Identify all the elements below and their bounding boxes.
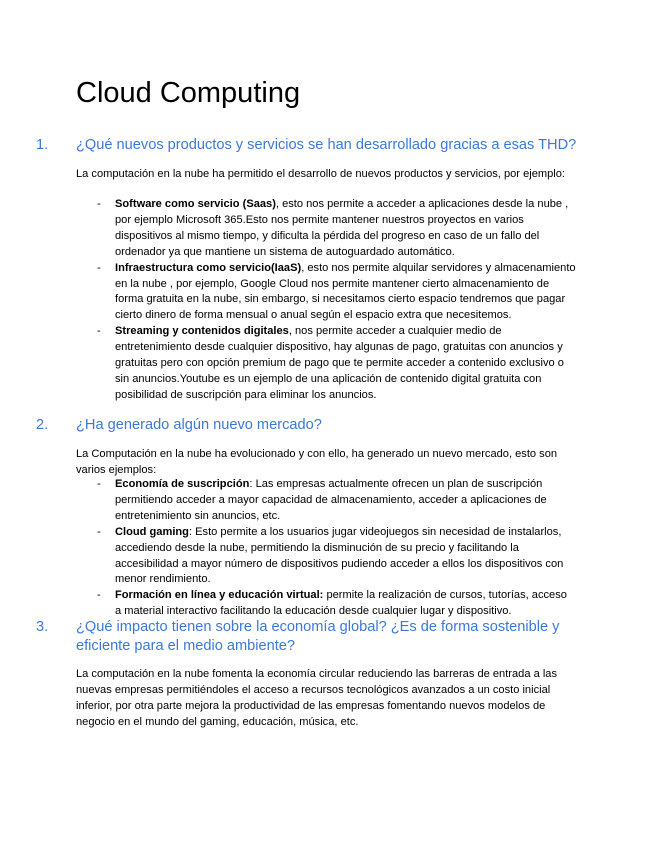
bullet-dash: - [97,478,101,490]
section-1-bullet-list [76,197,576,404]
bullet-term: Economía de suscripción [115,478,250,490]
bullet-description: , nos permite acceder a cualquier medio de entretenimiento desde cualquier dispositivo, hay algunas de pago, gratuitas con anuncios y gratuitas pero con opción premium de pago que te permite acceder a contenido exclusivo o sin anuncios.Youtube es un ejemplo de una aplicación de contenido digital gratuita con posibilidad de suscripción para eliminar los anuncios. [115,325,564,401]
list-item [76,477,576,525]
question-1-text: ¿Qué nuevos productos y servicios se han desarrollado gracias a esas THD? [76,137,577,153]
question-2-text: ¿Ha generado algún nuevo mercado? [76,417,322,433]
list-item [76,588,576,620]
list-item [76,525,576,589]
section-1-intro: La computación en la nube ha permitido el desarrollo de nuevos productos y servicios, por ejemplo: [76,168,566,180]
question-1-number: 1. [36,137,49,153]
document-title: Cloud Computing [76,77,301,109]
list-item [76,324,576,404]
bullet-dash: - [97,525,101,538]
bullet-dash: - [97,198,101,210]
bullet-description: permite la realización de cursos, tutorías, acceso a material interactivo facilitando la educación desde cualquier lugar y dispositivo. [115,589,567,618]
bullet-description: , esto nos permite alquilar servidores y almacenamiento en la nube , por ejemplo, Google Cloud nos permite mantener cierto almacenamiento de forma gratuita en la nube, sin embargo, si necesitamos cierto espacio tendremos que pagar cierto dinero de forma mensual o anual según el espacio extra que necesitemos. [115,261,576,322]
bullet-term: Streaming y contenidos digitales [115,325,289,338]
section-2-intro: La Computación en la nube ha evolucionado y con ello, ha generado un nuevo mercado, esto son varios ejemplos: [76,448,558,476]
question-2-number: 2. [36,417,49,433]
bullet-dash: - [97,325,101,338]
question-3-number: 3. [36,619,49,635]
bullet-description: , esto nos permite a acceder a aplicaciones desde la nube , por ejemplo Microsoft 365.Esto nos permite mantener nuestros proyectos en varios dispositivos al mismo tiempo, y dificulta la pérdida del progreso en caso de un fallo del ordenador ya que mantiene un sistema de autoguardado automático. [115,198,569,258]
bullet-dash: - [97,589,101,602]
question-3-heading [36,618,576,656]
section-3-body: La computación en la nube fomenta la economía circular reduciendo las barreras de entrada a las nuevas empresas permitiéndoles el acceso a recursos tecnológicos avanzados a un costo inicial inferior, por otra parte mejora la productividad de las empresas fomentando nuevos modelos de negocio en el mundo del gaming, educación, música, etc. [76,668,558,728]
bullet-term: Cloud gaming [115,525,189,538]
bullet-term: Formación en línea y educación virtual: [115,589,324,602]
bullet-description: : Las empresas actualmente ofrecen un plan de suscripción permitiendo acceder a mayor capacidad de almacenamiento, acceder a aplicaciones de entretenimiento sin anuncios, etc. [115,478,547,522]
section-2-bullet-list [76,477,576,620]
list-item [76,197,576,261]
list-item [76,261,576,325]
bullet-term: Software como servicio (Saas) [115,198,276,210]
bullet-description: : Esto permite a los usuarios jugar videojuegos sin necesidad de instalarlos, accediendo desde la nube, permitiendo la disminución de su precio y facilitando la accesibilidad a mayor número de dispositivos pudiendo acceder a ellos los dispositivos con menor rendimiento. [115,525,564,586]
question-2-heading [36,416,636,435]
question-3-text: ¿Qué impacto tienen sobre la economía global? ¿Es de forma sostenible y eficiente para el medio ambiente? [76,619,560,654]
bullet-term: Infraestructura como servicio(IaaS) [115,261,302,274]
question-1-heading [36,136,636,155]
bullet-dash: - [97,261,101,274]
